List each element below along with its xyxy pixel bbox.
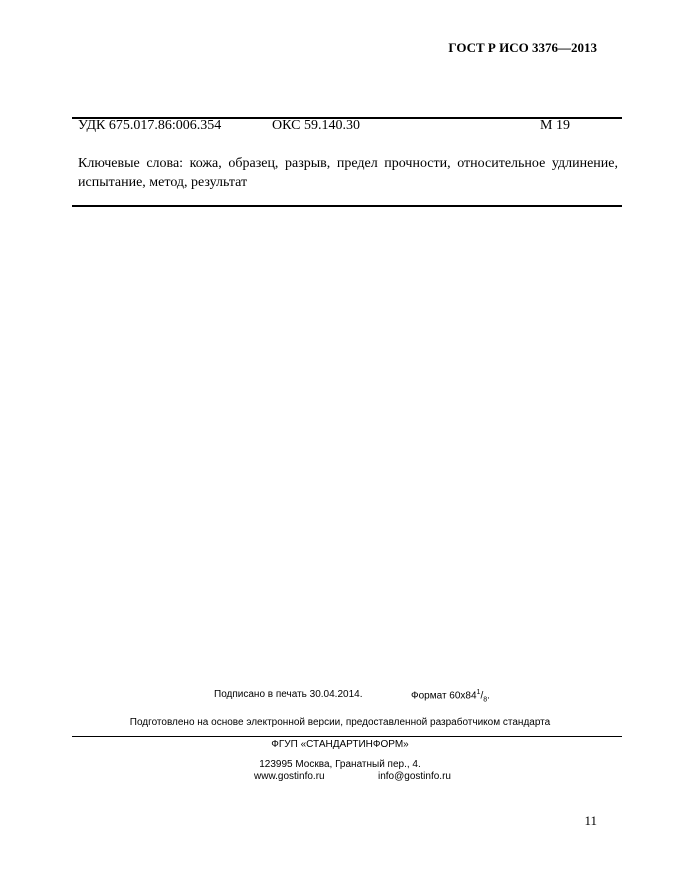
format-numerator: 1 [476,689,481,696]
document-standard-id: ГОСТ Р ИСО 3376—2013 [448,40,597,55]
page-number: 11 [584,813,597,828]
publisher-address: 123995 Москва, Гранатный пер., 4. [259,759,421,770]
oks-code: ОКС 59.140.30 [272,118,360,133]
format-label: Формат 60х84 [411,690,477,702]
signed-date: Подписано в печать 30.04.2014. [214,689,363,700]
paper-format: Формат $60х84^1/_8$. [411,689,490,704]
publisher-website: www.gostinfo.ru [254,771,325,782]
udk-code: УДК 675.017.86:006.354 [78,118,222,133]
format-denominator: 8 [483,696,488,704]
group-code: М 19 [540,118,570,133]
keywords-bottom-rule [72,205,622,207]
prepared-note: Подготовлено на основе электронной версии, предоставленной разработчиком стандарта [129,717,551,728]
publisher-email: info@gostinfo.ru [378,771,451,782]
keywords: Ключевые слова: кожа, образец, разрыв, предел прочности, относительное удлинение, испытание, метод, результат [78,156,618,190]
publisher-org: ФГУП «СТАНДАРТИНФОРМ» [271,739,409,750]
imprint-rule [72,736,622,737]
